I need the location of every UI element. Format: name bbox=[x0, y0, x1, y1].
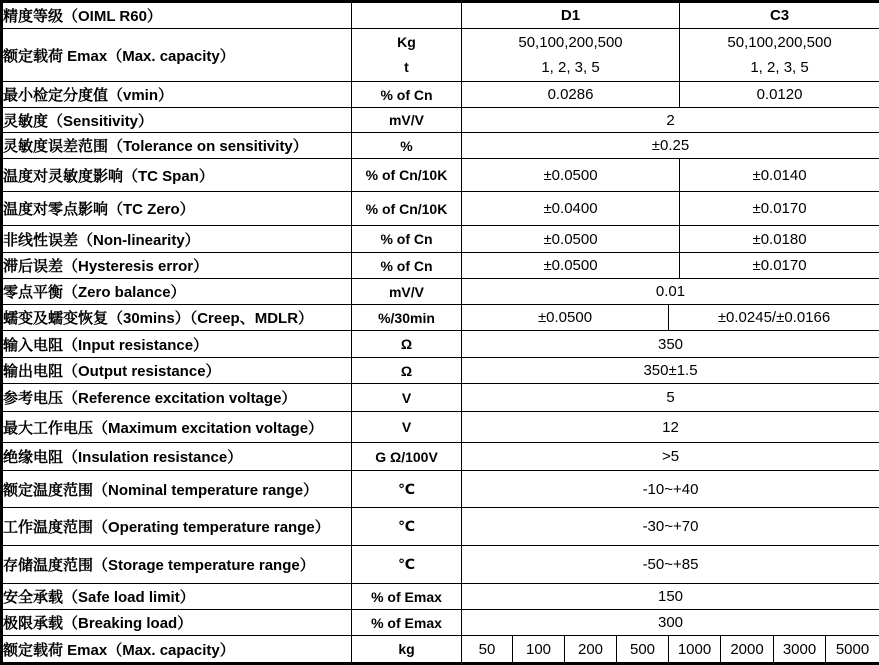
value-c3: ±0.0170 bbox=[680, 253, 879, 279]
value-d1: ±0.0500 bbox=[462, 226, 680, 253]
value-shared: 2 bbox=[462, 108, 879, 133]
value-d1: 0.0286 bbox=[462, 82, 680, 108]
param-unit: % of Cn bbox=[352, 226, 462, 253]
param-label: 最大工作电压（Maximum excitation voltage） bbox=[2, 412, 352, 443]
table-row-operating-temp bbox=[2, 508, 879, 546]
value-shared: 0.01 bbox=[462, 279, 879, 305]
param-label: 非线性误差（Non-linearity） bbox=[2, 226, 352, 253]
value-shared: 150 bbox=[462, 584, 879, 610]
table-row-accuracy-class bbox=[2, 2, 879, 29]
column-header-c3: C3 bbox=[680, 2, 879, 29]
param-label: 蠕变及蠕变恢复（30mins）（Creep、MDLR） bbox=[2, 305, 352, 331]
value-c3: ±0.0180 bbox=[680, 226, 879, 253]
table-row-insulation bbox=[2, 443, 879, 471]
table-row-nominal-temp bbox=[2, 471, 879, 508]
value-c3: ±0.0140 bbox=[680, 159, 879, 192]
param-unit: % of Cn/10K bbox=[352, 192, 462, 226]
value-shared: 300 bbox=[462, 610, 879, 636]
capacity-cell: 500 bbox=[617, 636, 669, 664]
unit-t: t bbox=[352, 55, 461, 80]
value-shared: 350 bbox=[462, 331, 879, 358]
param-label: 额定载荷 Emax（Max. capacity） bbox=[2, 29, 352, 82]
param-label: 参考电压（Reference excitation voltage） bbox=[2, 384, 352, 412]
param-unit: % of Cn bbox=[352, 82, 462, 108]
param-label: 工作温度范围（Operating temperature range） bbox=[2, 508, 352, 546]
param-label: 输入电阻（Input resistance） bbox=[2, 331, 352, 358]
table-row-sensitivity bbox=[2, 108, 879, 133]
unit-kg: Kg bbox=[352, 30, 461, 55]
value-c3: ±0.0170 bbox=[680, 192, 879, 226]
capacity-t-values: 1, 2, 3, 5 bbox=[680, 55, 879, 80]
param-label: 绝缘电阻（Insulation resistance） bbox=[2, 443, 352, 471]
value-d1: ±0.0500 bbox=[462, 305, 669, 331]
value-d1: ±0.0400 bbox=[462, 192, 680, 226]
value-c3 bbox=[680, 29, 879, 82]
param-unit bbox=[352, 29, 462, 82]
table-row-input-resistance bbox=[2, 331, 879, 358]
table-row-tc-zero bbox=[2, 192, 879, 226]
table-row-tc-span bbox=[2, 159, 879, 192]
param-unit: ℃ bbox=[352, 546, 462, 584]
value-shared: 12 bbox=[462, 412, 879, 443]
param-label: 零点平衡（Zero balance） bbox=[2, 279, 352, 305]
param-unit: % of Emax bbox=[352, 584, 462, 610]
param-label: 额定载荷 Emax（Max. capacity） bbox=[2, 636, 352, 664]
param-unit: kg bbox=[352, 636, 462, 664]
capacity-cell: 1000 bbox=[669, 636, 721, 664]
param-label: 滞后误差（Hysteresis error） bbox=[2, 253, 352, 279]
param-label: 温度对灵敏度影响（TC Span） bbox=[2, 159, 352, 192]
param-unit: V bbox=[352, 384, 462, 412]
param-label: 存储温度范围（Storage temperature range） bbox=[2, 546, 352, 584]
param-unit: V bbox=[352, 412, 462, 443]
capacity-cell: 5000 bbox=[826, 636, 879, 664]
table-row-zero-balance bbox=[2, 279, 879, 305]
param-unit: % of Emax bbox=[352, 610, 462, 636]
value-shared: ±0.25 bbox=[462, 133, 879, 159]
capacity-kg-values: 50,100,200,500 bbox=[680, 30, 879, 55]
param-unit: G Ω/100V bbox=[352, 443, 462, 471]
value-shared: -30~+70 bbox=[462, 508, 879, 546]
param-unit: mV/V bbox=[352, 108, 462, 133]
capacity-cell: 3000 bbox=[774, 636, 826, 664]
param-label: 极限承载（Breaking load） bbox=[2, 610, 352, 636]
table-row-vmin bbox=[2, 82, 879, 108]
capacity-cell: 50 bbox=[462, 636, 513, 664]
value-shared: -50~+85 bbox=[462, 546, 879, 584]
capacity-t-values: 1, 2, 3, 5 bbox=[462, 55, 679, 80]
table-row-non-linearity bbox=[2, 226, 879, 253]
param-unit: % of Cn bbox=[352, 253, 462, 279]
column-header-d1: D1 bbox=[462, 2, 680, 29]
table-row-capacity-steps bbox=[2, 636, 879, 664]
param-unit: % of Cn/10K bbox=[352, 159, 462, 192]
param-unit: % bbox=[352, 133, 462, 159]
table-row-breaking-load bbox=[2, 610, 879, 636]
value-d1 bbox=[462, 29, 680, 82]
capacity-cell: 200 bbox=[565, 636, 617, 664]
param-label: 精度等级（OIML R60） bbox=[2, 2, 352, 29]
value-shared: -10~+40 bbox=[462, 471, 879, 508]
param-unit: Ω bbox=[352, 331, 462, 358]
param-unit bbox=[352, 2, 462, 29]
capacity-kg-values: 50,100,200,500 bbox=[462, 30, 679, 55]
param-label: 额定温度范围（Nominal temperature range） bbox=[2, 471, 352, 508]
param-unit: Ω bbox=[352, 358, 462, 384]
value-shared: >5 bbox=[462, 443, 879, 471]
table-row-tolerance bbox=[2, 133, 879, 159]
value-c3: 0.0120 bbox=[680, 82, 879, 108]
table-row-safe-load bbox=[2, 584, 879, 610]
param-label: 温度对零点影响（TC Zero） bbox=[2, 192, 352, 226]
table-row-max-voltage bbox=[2, 412, 879, 443]
param-unit: %/30min bbox=[352, 305, 462, 331]
param-label: 最小检定分度值（vmin） bbox=[2, 82, 352, 108]
table-row-storage-temp bbox=[2, 546, 879, 584]
value-shared: 350±1.5 bbox=[462, 358, 879, 384]
capacity-cell: 100 bbox=[513, 636, 565, 664]
param-unit: mV/V bbox=[352, 279, 462, 305]
value-d1: ±0.0500 bbox=[462, 159, 680, 192]
param-label: 灵敏度（Sensitivity） bbox=[2, 108, 352, 133]
param-label: 安全承载（Safe load limit） bbox=[2, 584, 352, 610]
capacity-cell: 2000 bbox=[721, 636, 774, 664]
value-c3: ±0.0245/±0.0166 bbox=[669, 305, 879, 331]
table-row-creep bbox=[2, 305, 879, 331]
param-label: 灵敏度误差范围（Tolerance on sensitivity） bbox=[2, 133, 352, 159]
param-unit: ℃ bbox=[352, 471, 462, 508]
table-row-max-capacity bbox=[2, 29, 879, 82]
table-row-output-resistance bbox=[2, 358, 879, 384]
table-row-hysteresis bbox=[2, 253, 879, 279]
table-row-reference-voltage bbox=[2, 384, 879, 412]
value-d1: ±0.0500 bbox=[462, 253, 680, 279]
param-unit: ℃ bbox=[352, 508, 462, 546]
value-shared: 5 bbox=[462, 384, 879, 412]
param-label: 输出电阻（Output resistance） bbox=[2, 358, 352, 384]
